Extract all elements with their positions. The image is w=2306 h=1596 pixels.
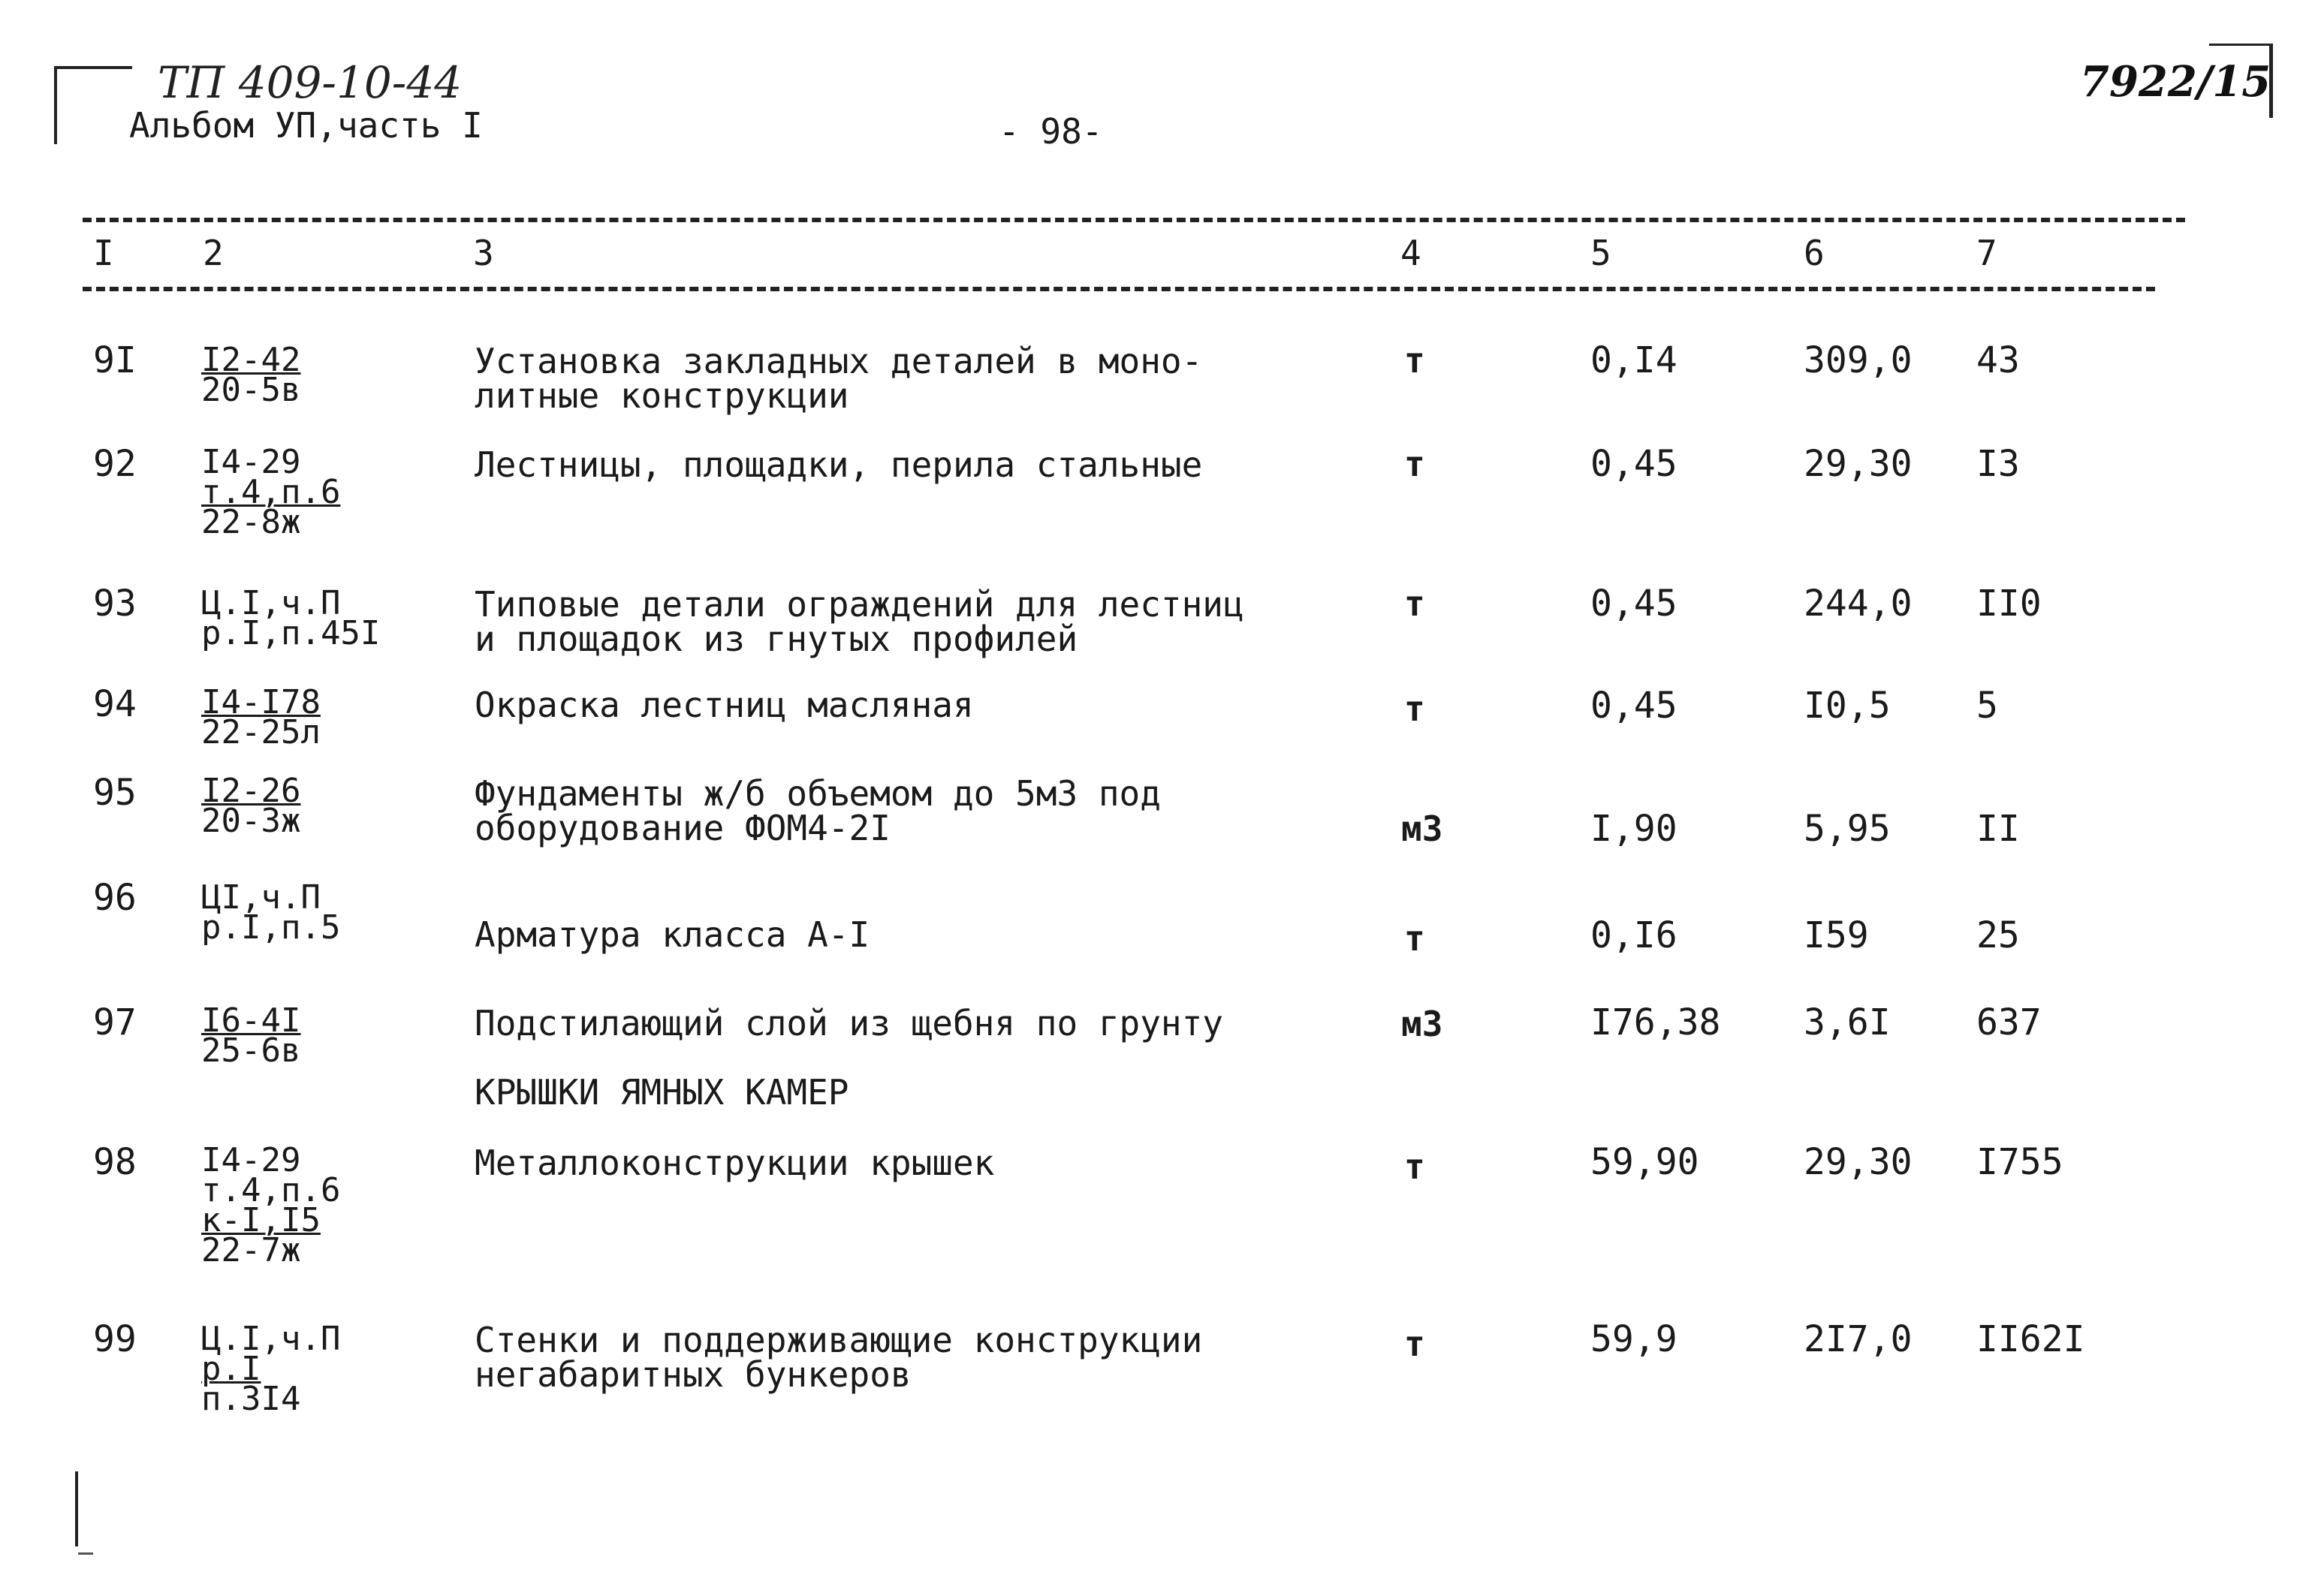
price-cell: I0,5 xyxy=(1804,685,1891,727)
reference-line: 25-6в xyxy=(201,1031,301,1070)
unit-cell: м3 xyxy=(1401,1004,1443,1044)
unit-cell: т xyxy=(1404,1323,1425,1364)
reference-line: т.4,п.6 xyxy=(201,473,341,511)
row-number: 97 xyxy=(93,1001,137,1043)
unit-cell: т xyxy=(1404,444,1425,484)
reference-line: I2-26 xyxy=(201,772,301,810)
page-number: - 98- xyxy=(999,111,1103,152)
unit-cell: т xyxy=(1404,688,1425,729)
quantity-cell: 0,45 xyxy=(1590,443,1678,485)
reference-line: ЦI,ч.П xyxy=(201,878,321,917)
description-line: Металлоконструкции крышек xyxy=(475,1143,995,1183)
row-number: 95 xyxy=(93,772,137,814)
reference-cell xyxy=(201,584,381,652)
total-cell: II xyxy=(1976,808,2020,850)
price-cell: 29,30 xyxy=(1804,1141,1913,1183)
description-line: Окраска лестниц масляная xyxy=(475,685,974,725)
reference-line: т.4,п.6 xyxy=(201,1171,341,1209)
row-number: 99 xyxy=(93,1318,137,1360)
reference-line: 22-25л xyxy=(201,713,321,751)
description-line: Установка закладных деталей в моно- xyxy=(475,341,1203,381)
price-cell: 309,0 xyxy=(1804,339,1913,381)
description-line: и площадок из гнутых профилей xyxy=(475,619,1078,659)
total-cell: I755 xyxy=(1976,1141,2063,1183)
description-cell xyxy=(475,584,1244,659)
total-cell: 5 xyxy=(1976,685,1998,727)
price-cell: 3,6I xyxy=(1804,1001,1891,1043)
reference-line: I6-4I xyxy=(201,1001,301,1040)
row-number: 9I xyxy=(93,339,137,381)
reference-line: 20-5в xyxy=(201,371,301,409)
column-header-4: 4 xyxy=(1400,233,1421,273)
reference-line: р.I xyxy=(201,1350,261,1388)
description-cell xyxy=(475,1320,1203,1395)
reference-line: I4-I78 xyxy=(201,683,321,721)
description-cell xyxy=(475,914,870,955)
unit-cell: м3 xyxy=(1401,809,1443,849)
quantity-cell: I,90 xyxy=(1590,808,1678,850)
price-cell: I59 xyxy=(1804,914,1869,956)
reference-line: п.3I4 xyxy=(201,1380,301,1418)
price-cell: 29,30 xyxy=(1804,443,1913,485)
column-header-1: I xyxy=(93,233,114,273)
quantity-cell: 59,90 xyxy=(1590,1141,1699,1183)
reference-cell xyxy=(201,443,341,541)
price-cell: 244,0 xyxy=(1804,583,1913,625)
description-cell xyxy=(475,341,1203,416)
reference-line: 22-7ж xyxy=(201,1231,301,1269)
description-cell xyxy=(475,685,974,725)
row-number: 92 xyxy=(93,443,137,485)
table-header-rule xyxy=(83,287,2155,291)
row-number: 98 xyxy=(93,1141,137,1183)
row-number: 96 xyxy=(93,877,137,919)
reference-line: Ц.I,ч.П xyxy=(201,1320,341,1358)
table-top-rule xyxy=(83,218,2185,222)
column-header-5: 5 xyxy=(1590,233,1611,273)
reference-line: I4-29 xyxy=(201,1141,301,1179)
reference-line: р.I,п.5 xyxy=(201,908,341,947)
margin-tick xyxy=(78,1552,93,1555)
description-cell xyxy=(475,444,1203,485)
reference-cell xyxy=(201,1141,341,1269)
description-line: литные конструкции xyxy=(475,375,849,416)
description-line: Типовые детали ограждений для лестниц xyxy=(475,584,1244,625)
description-line: Фундаменты ж/б объемом до 5м3 под xyxy=(475,773,1161,814)
column-header-6: 6 xyxy=(1804,233,1825,273)
unit-cell: т xyxy=(1404,340,1425,381)
total-cell: I3 xyxy=(1976,443,2020,485)
column-header-2: 2 xyxy=(203,233,224,273)
quantity-cell: 0,I6 xyxy=(1590,914,1678,956)
total-cell: 637 xyxy=(1976,1001,2042,1043)
corner-bracket-right xyxy=(2209,44,2273,118)
quantity-cell: 0,45 xyxy=(1590,583,1678,625)
section-heading xyxy=(475,1072,849,1113)
sheet-code: 7922/15 xyxy=(2080,57,2271,107)
reference-line: I4-29 xyxy=(201,443,301,481)
price-cell: 2I7,0 xyxy=(1804,1318,1913,1360)
column-header-7: 7 xyxy=(1976,233,1997,273)
margin-mark xyxy=(75,1471,78,1546)
description-line: негабаритных бункеров xyxy=(475,1354,912,1395)
reference-cell xyxy=(201,1320,341,1418)
reference-cell xyxy=(201,1001,301,1070)
unit-cell: т xyxy=(1404,1146,1425,1187)
column-header-3: 3 xyxy=(473,233,494,273)
description-line: Лестницы, площадки, перила стальные xyxy=(475,444,1203,485)
reference-cell xyxy=(201,772,301,840)
album-label: Альбом УП,часть I xyxy=(129,105,483,146)
description-line: оборудование ФОМ4-2I xyxy=(475,808,891,848)
total-cell: 25 xyxy=(1976,914,2020,956)
description-cell xyxy=(475,773,1161,848)
quantity-cell: 0,45 xyxy=(1590,685,1678,727)
total-cell: II0 xyxy=(1976,583,2042,625)
total-cell: II62I xyxy=(1976,1318,2085,1360)
unit-cell: т xyxy=(1404,583,1425,624)
price-cell: 5,95 xyxy=(1804,808,1891,850)
description-cell xyxy=(475,1003,1223,1043)
description-line: Арматура класса А-I xyxy=(475,914,870,955)
quantity-cell: 0,I4 xyxy=(1590,339,1678,381)
description-line: Стенки и поддерживающие конструкции xyxy=(475,1320,1203,1360)
description-line: Подстилающий слой из щебня по грунту xyxy=(475,1003,1223,1043)
reference-cell xyxy=(201,878,341,947)
reference-line: 20-3ж xyxy=(201,802,301,840)
reference-line: к-I,I5 xyxy=(201,1201,321,1239)
corner-bracket-left xyxy=(54,66,132,144)
reference-line: р.I,п.45I xyxy=(201,614,381,652)
total-cell: 43 xyxy=(1976,339,2020,381)
document-code: ТП 409-10-44 xyxy=(158,57,463,108)
reference-cell xyxy=(201,341,301,409)
section-heading-text: КРЫШКИ ЯМНЫХ КАМЕР xyxy=(475,1072,849,1113)
row-number: 93 xyxy=(93,583,137,625)
unit-cell: т xyxy=(1404,918,1425,959)
row-number: 94 xyxy=(93,683,137,725)
reference-line: Ц.I,ч.П xyxy=(201,584,341,622)
quantity-cell: I76,38 xyxy=(1590,1001,1721,1043)
reference-cell xyxy=(201,683,321,751)
description-cell xyxy=(475,1143,995,1183)
reference-line: 22-8ж xyxy=(201,503,301,541)
quantity-cell: 59,9 xyxy=(1590,1318,1678,1360)
reference-line: I2-42 xyxy=(201,341,301,379)
